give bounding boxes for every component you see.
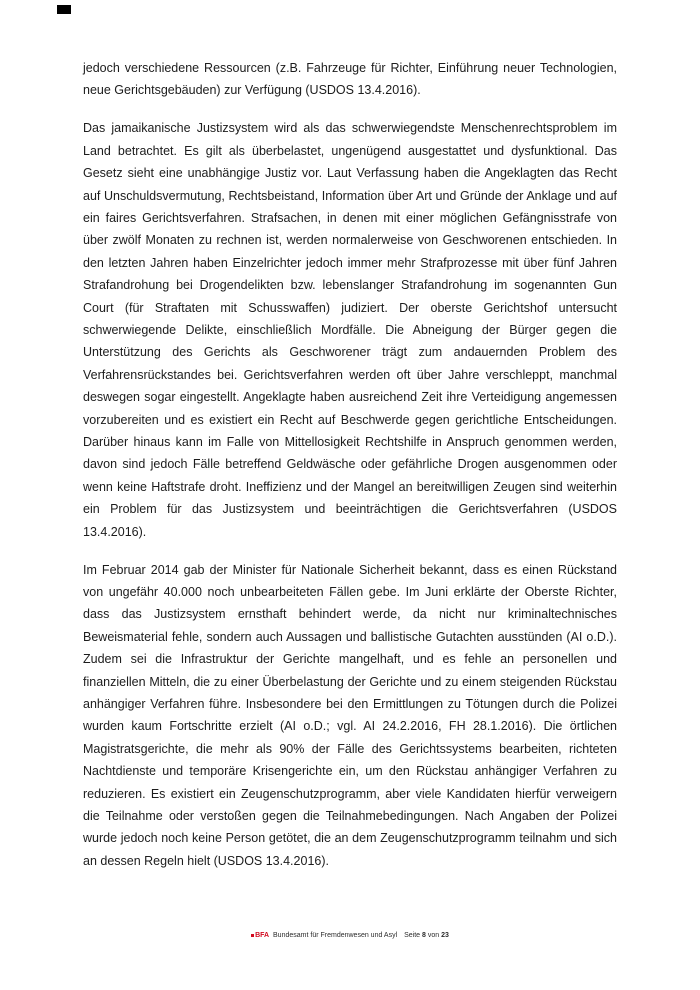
paragraph-justice-system: Das jamaikanische Justizsystem wird als das schwerwiegendste Menschenrechtsproblem im Land betrachtet. Es gilt als überbelastet, ungenügend ausgestattet und dysfunktional. Das Gesetz sieht eine unabhängige Justiz vor. Laut Verfassung haben die Angeklagten das Recht auf Unschuldsvermutung, Rechtsbeistand, Information über Art und Gründe der Anklage und auf ein faires Gerichtsverfahren. Strafsachen, in denen mit einer möglichen Gefängnisstrafe von über zwölf Monaten zu rechnen ist, werden normalerweise von Geschworenen entschieden. In den letzten Jahren haben Einzelrichter jedoch immer mehr Strafprozesse mit über fünf Jahren Strafandrohung bei Drogendelikten bzw. lebenslanger Strafandrohung im sogenannten Gun Court (für Straftaten mit Schusswaffen) judiziert. Der oberste Gerichtshof untersucht schwerwiegende Delikte, einschließlich Mordfälle. Die Abneigung der Bürger gegen die Unterstützung des Gerichts als Geschworener trägt zum andauernden Problem des Verfahrensrückstandes bei. Gerichtsverfahren werden oft über Jahre verschleppt, manchmal deswegen sogar eingestellt. Angeklagte haben ausreichend Zeit ihre Verteidigung angemessen vorzubereiten und es existiert ein Recht auf Beschwerde gegen gerichtliche Entscheidungen. Darüber hinaus kann im Falle von Mittellosigkeit Rechtshilfe in Anspruch genommen werden, davon sind jedoch Fälle betreffend Geldwäsche oder gefährliche Drogen ausgenommen oder wenn keine Haftstrafe droht. Ineffizienz und der Mangel an bereitwilligen Zeugen sind weiterhin ein Problem für das Justizsystem und beeinträchtigen die Gerichtsverfahren (USDOS 13.4.2016). xyxy=(83,121,617,539)
bfa-logo-dot-icon xyxy=(251,934,254,937)
footer-total-pages: 23 xyxy=(441,932,449,939)
footer-org-abbr: BFA xyxy=(255,932,270,939)
page-footer xyxy=(0,931,700,941)
footer-of-label: von xyxy=(427,932,440,939)
footer-page-number: 8 xyxy=(422,932,426,939)
paragraph-resources: jedoch verschiedene Ressourcen (z.B. Fahrzeuge für Richter, Einführung neuer Technologien, neue Gerichtsgebäuden) zur Verfügung (USDOS 13.4.2016). xyxy=(83,61,617,98)
footer-org-name: Bundesamt für Fremdenwesen und Asyl xyxy=(273,932,398,939)
footer-page-label: Seite xyxy=(404,932,421,939)
paragraph-backlog: Im Februar 2014 gab der Minister für Nationale Sicherheit bekannt, dass es einen Rückstand von ungefähr 40.000 noch unbearbeiteten Fällen gebe. Im Juni erklärte der Oberste Richter, dass das Justizsystem ernsthaft behindert werde, da nicht nur kriminaltechnisches Beweismaterial fehle, sondern auch Aussagen und ballistische Gutachten ausstünden (AI o.D.). Zudem sei die Infrastruktur der Gerichte mangelhaft, und es fehle an personellen und finanziellen Mitteln, die zu einer Überbelastung der Gerichte und zu einem steigenden Rückstau anhängiger Verfahren führe. Insbesondere bei den Ermittlungen zu Tötungen durch die Polizei wurden kaum Fortschritte erzielt (AI o.D.; vgl. AI 24.2.2016, FH 28.1.2016). Die örtlichen Magistratsgerichte, die mehr als 90% der Fälle des Gerichtssystems bearbeiten, richteten Nachtdienste und temporäre Krisengerichte ein, um den Rückstau anhängiger Verfahren zu reduzieren. Es existiert ein Zeugenschutzprogramm, aber viele Kandidaten hierfür verweigern die Teilnahme oder verstoßen gegen die Teilnahmebedingungen. Nach Angaben der Polizei wurde jedoch noch keine Person getötet, die an dem Zeugenschutzprogramm teilnahm und sich an dessen Regeln hielt (USDOS 13.4.2016). xyxy=(83,562,617,868)
page-content xyxy=(83,57,617,888)
page-corner-mark xyxy=(57,5,71,14)
